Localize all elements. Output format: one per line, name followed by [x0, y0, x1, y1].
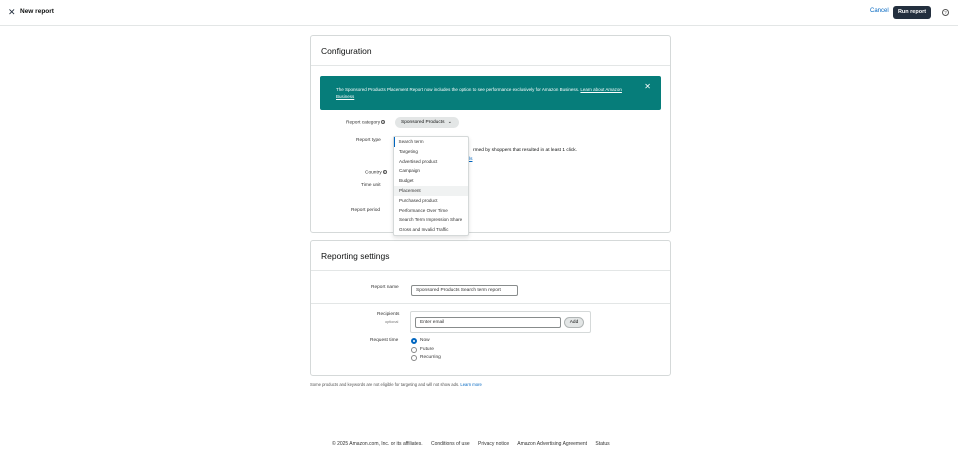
info-banner [320, 76, 661, 110]
page-title: New report [20, 8, 54, 15]
report-type-dropdown[interactable] [393, 136, 469, 236]
footer-link-agreement[interactable]: Amazon Advertising Agreement [517, 441, 588, 447]
configuration-card [310, 35, 671, 233]
divider [311, 303, 670, 304]
reporting-settings-header [311, 241, 670, 271]
footer-link-status[interactable]: Status [595, 441, 610, 447]
report-type-link[interactable]: ls [469, 157, 473, 162]
footer-link-conditions[interactable]: Conditions of use [430, 441, 470, 447]
help-icon[interactable]: ? [942, 9, 949, 16]
country-label: Country i [365, 170, 386, 176]
info-icon: i [382, 120, 384, 124]
eligibility-note: Some products and keywords are not eligible for targeting and will not show ads. Learn more [310, 382, 482, 387]
learn-more-link[interactable]: Learn more [460, 382, 482, 387]
report-name-input[interactable]: Sponsored Products Search term report [411, 285, 518, 296]
report-name-label: Report name [371, 285, 399, 290]
close-icon[interactable]: ✕ [8, 7, 16, 17]
dropdown-option[interactable]: Gross and Invalid Traffic [399, 227, 449, 233]
dropdown-option[interactable]: Purchased product [399, 197, 438, 203]
add-recipient-button[interactable]: Add [564, 317, 584, 328]
radio-now-label: Now [420, 338, 430, 343]
run-report-button[interactable]: Run report [893, 6, 931, 19]
radio-future[interactable] [411, 347, 417, 353]
reporting-settings-title: Reporting settings [321, 251, 390, 261]
dropdown-option[interactable]: Placement [394, 186, 468, 196]
close-icon[interactable]: ✕ [644, 82, 651, 91]
dropdown-option[interactable]: Performance Over Time [399, 207, 448, 213]
report-period-label: Report period [351, 208, 381, 213]
dropdown-option[interactable]: Advertised product [399, 158, 438, 164]
banner-text: The Sponsored Products Placement Report now includes the option to see performance exclusively for Amazon Business. [336, 87, 580, 92]
dropdown-option[interactable]: Search Term Impression Share [399, 217, 463, 223]
dropdown-option[interactable]: Campaign [399, 168, 420, 174]
request-time-label: Request time [370, 338, 399, 343]
banner-link[interactable]: Learn about Amazon Business [336, 87, 622, 99]
dropdown-option[interactable]: Budget [399, 178, 414, 184]
footer-link-privacy[interactable]: Privacy notice [478, 441, 510, 447]
report-category-label: Report category i [346, 120, 384, 126]
radio-now[interactable] [411, 338, 417, 344]
top-bar [0, 0, 958, 26]
cancel-button[interactable]: Cancel [870, 8, 889, 14]
copyright-text: © 2025 Amazon.com, Inc. or its affiliates. [332, 441, 423, 447]
time-unit-label: Time unit [361, 183, 381, 188]
report-type-label: Report type [356, 138, 381, 143]
report-type-description: rmed by shoppers that resulted in at least 1 click. [473, 148, 577, 153]
reporting-settings-card [310, 240, 671, 376]
radio-recurring-label: Recurring [420, 355, 441, 360]
configuration-title: Configuration [321, 46, 372, 56]
dropdown-option[interactable]: Search term [394, 137, 468, 147]
dropdown-option[interactable]: Targeting [399, 148, 418, 154]
email-input[interactable]: Enter email [415, 317, 561, 328]
recipients-label: Recipients [377, 312, 400, 317]
radio-recurring[interactable] [411, 355, 417, 361]
recipients-optional: optional [385, 320, 399, 324]
page-footer [332, 441, 617, 447]
info-icon: i [384, 170, 386, 174]
chevron-down-icon: ⌄ [447, 119, 452, 125]
radio-future-label: Future [420, 347, 434, 352]
configuration-header [311, 36, 670, 66]
report-category-select[interactable]: Sponsored Products ⌄ [395, 117, 459, 128]
